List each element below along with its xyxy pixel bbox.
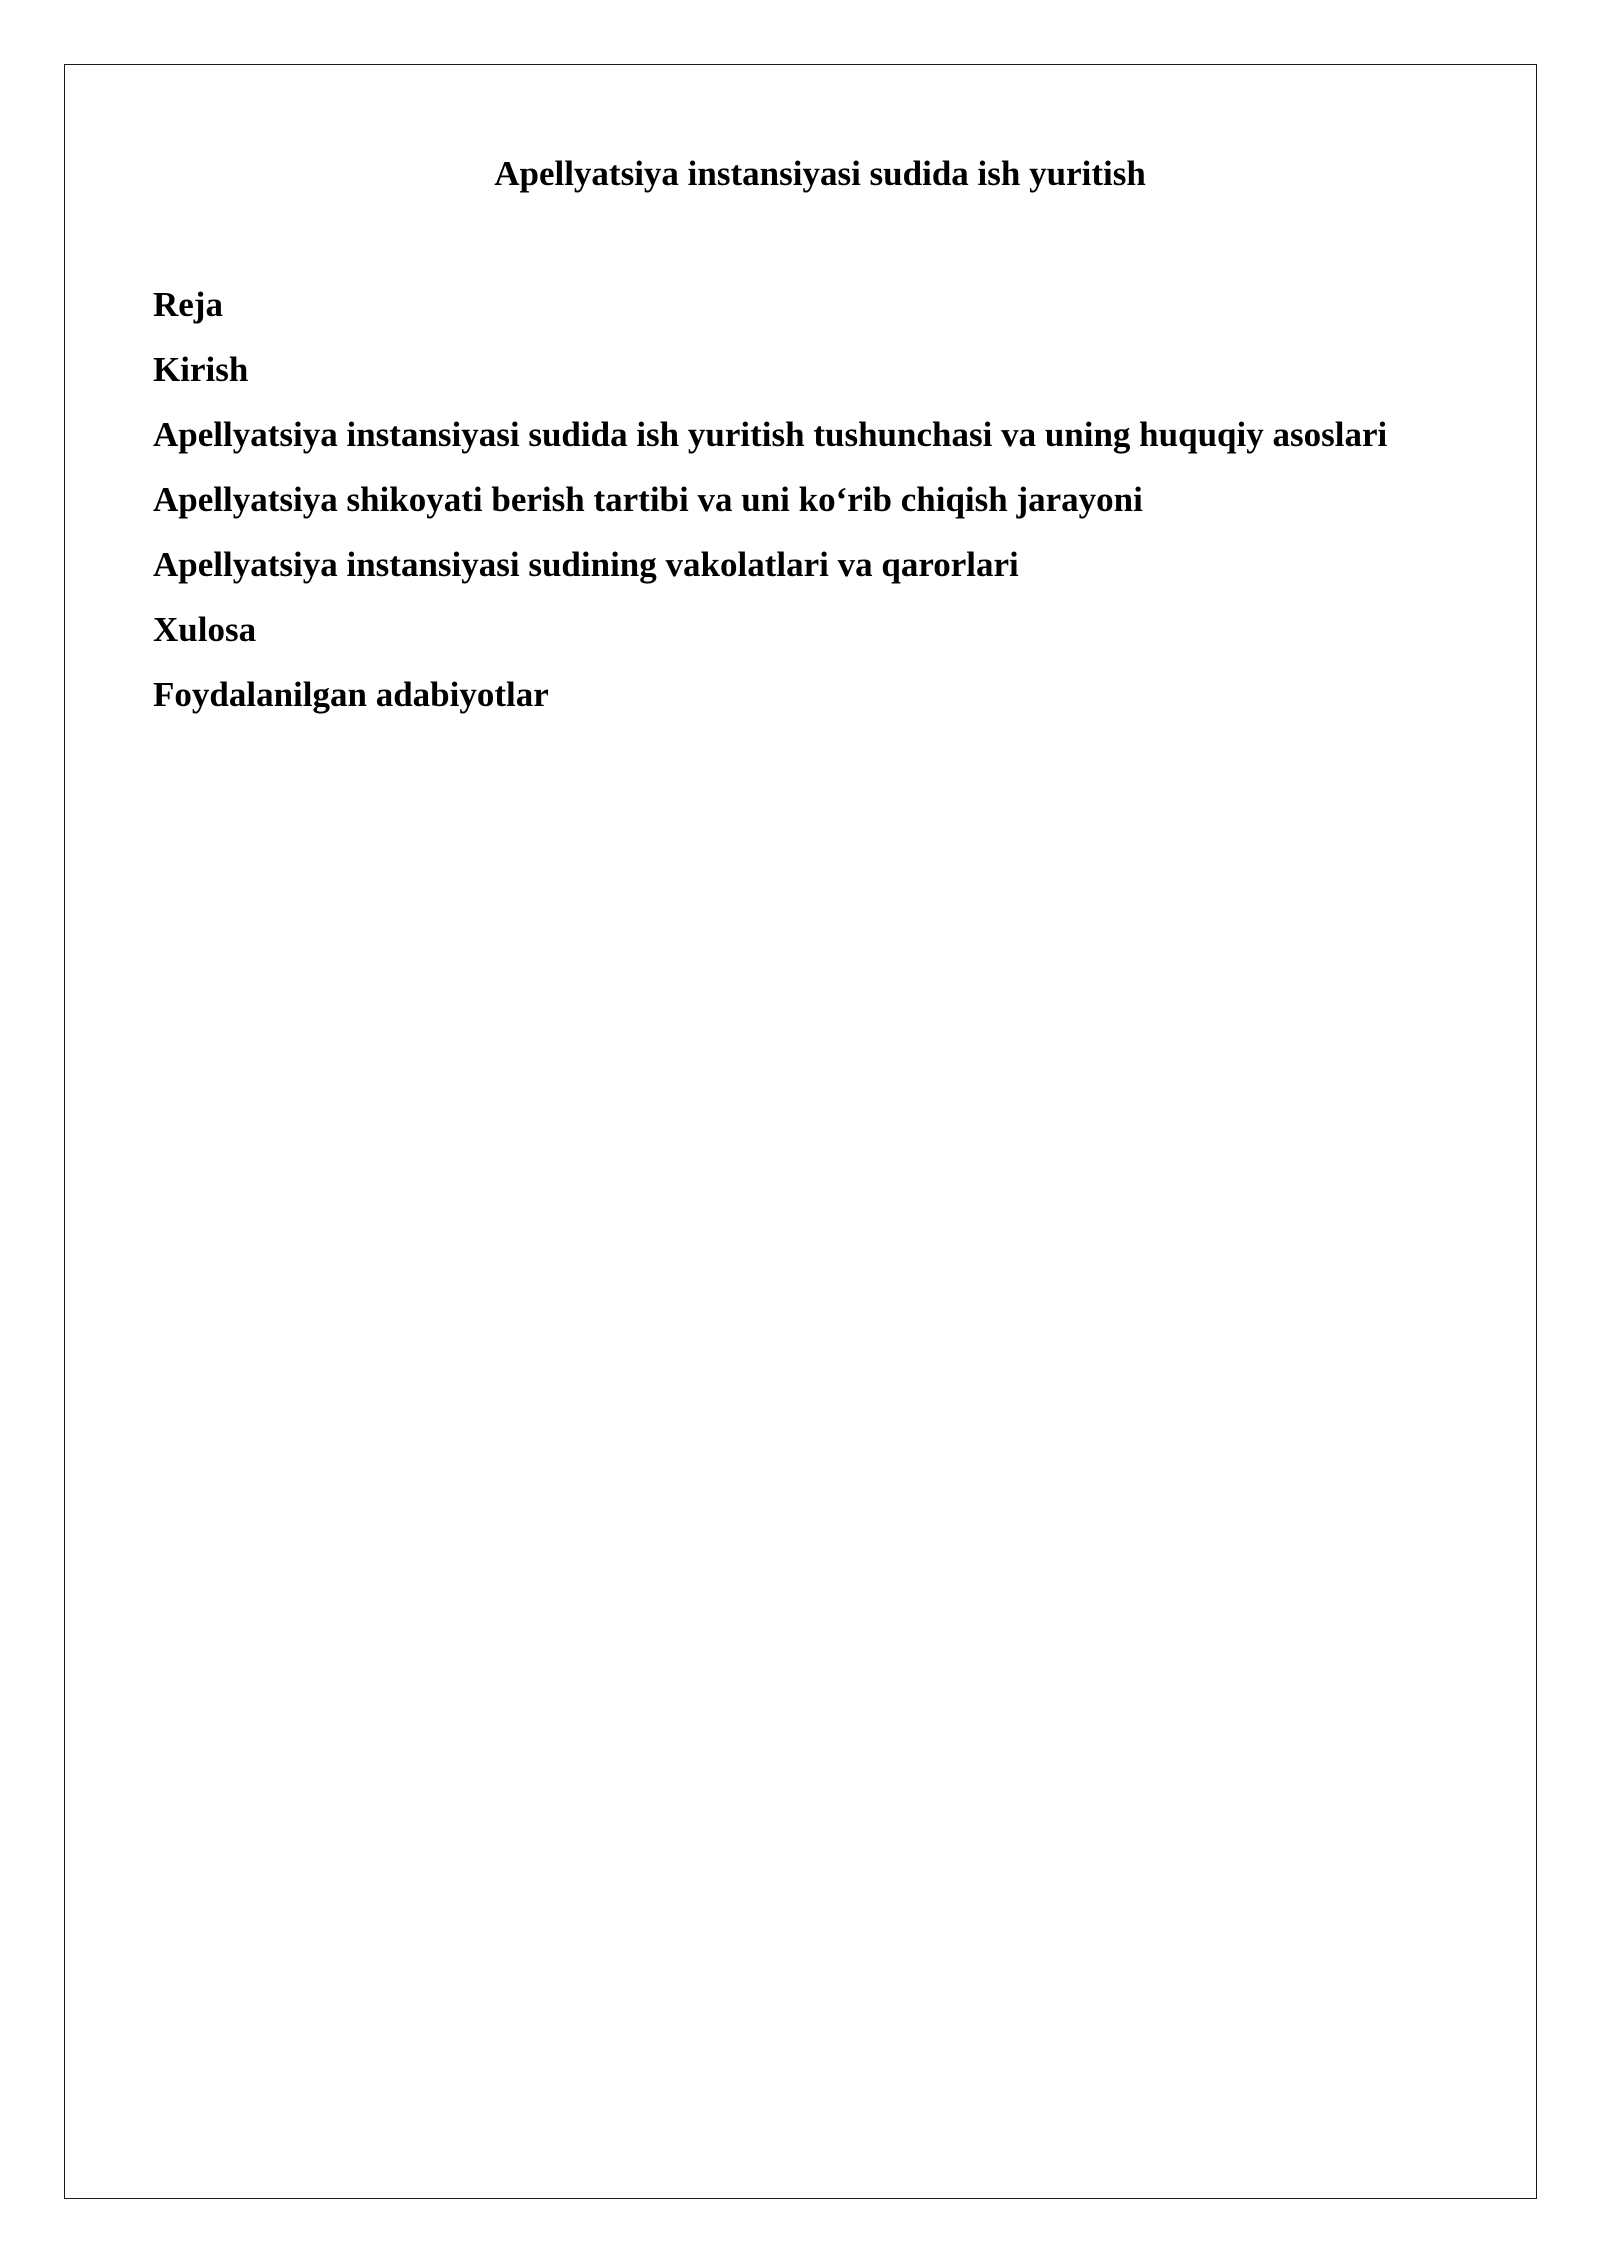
- document-title: Apellyatsiya instansiyasi sudida ish yuritish: [494, 154, 1146, 193]
- outline-item-references: Foydalanilgan adabiyotlar: [153, 675, 549, 714]
- outline-item-appeal-procedure: Apellyatsiya shikoyati berish tartibi va uni ko‘rib chiqish jarayoni: [153, 480, 1143, 519]
- outline-heading-reja: Reja: [153, 285, 223, 324]
- outline-item-court-powers: Apellyatsiya instansiyasi sudining vakolatlari va qarorlari: [153, 545, 1019, 584]
- outline-item-xulosa: Xulosa: [153, 610, 257, 649]
- outline-item-concept: Apellyatsiya instansiyasi sudida ish yuritish tushunchasi va uning huquqiy asoslari: [153, 415, 1388, 454]
- outline-item-kirish: Kirish: [153, 350, 249, 389]
- outline-list: [153, 283, 1387, 738]
